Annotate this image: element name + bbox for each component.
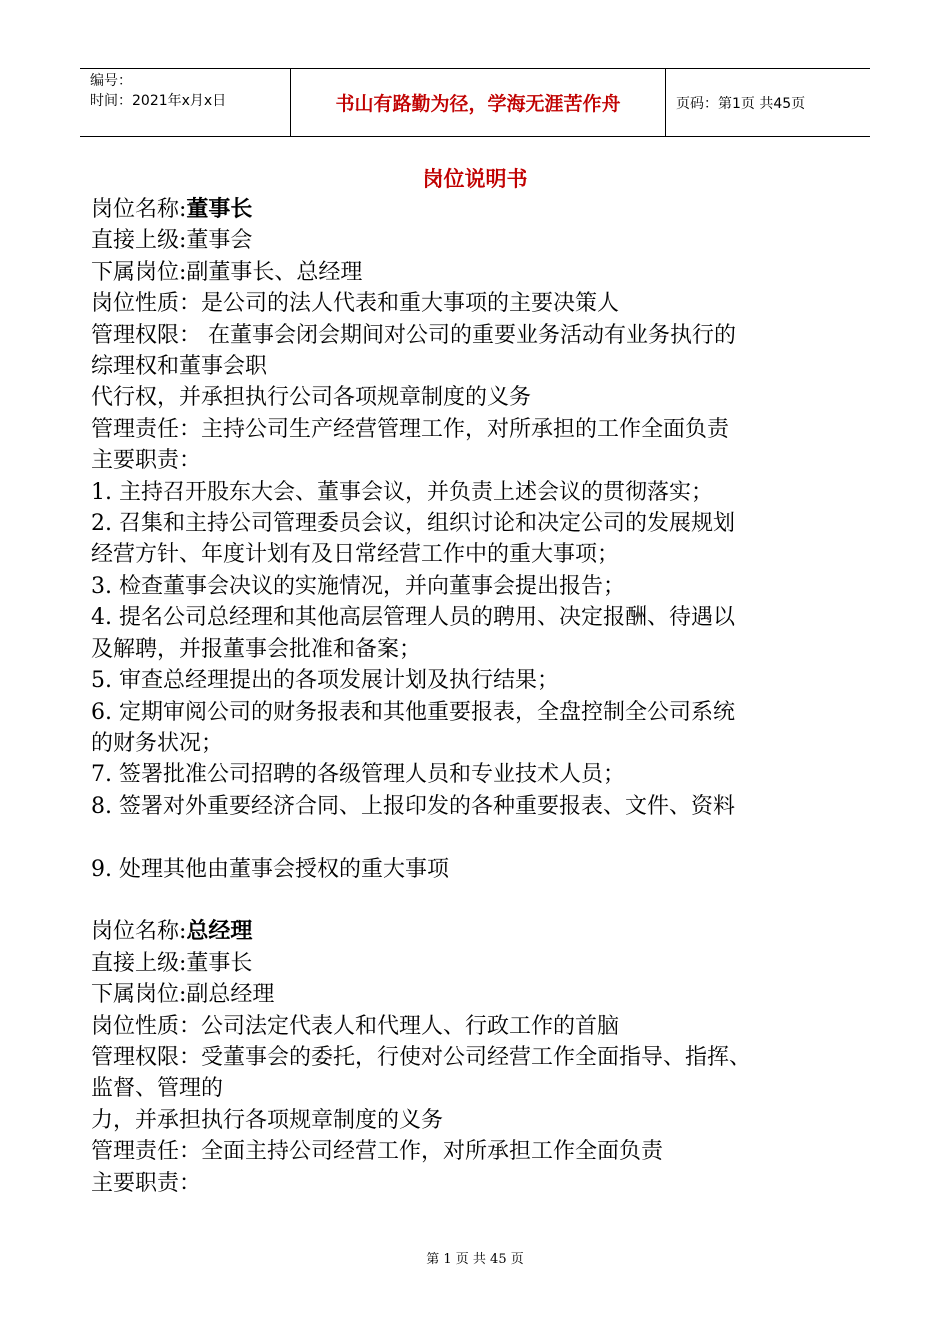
document-title: 岗位说明书 xyxy=(422,167,528,191)
body-text-line: 5. 审查总经理提出的各项发展计划及执行结果； xyxy=(91,668,559,694)
body-text-line: 及解聘，并报董事会批准和备案； xyxy=(91,636,422,662)
body-text-line: 经营方针、年度计划有及日常经营工作中的重大事项； xyxy=(91,542,620,568)
job-name-label: 岗位名称: xyxy=(91,919,187,945)
job-name-line xyxy=(91,194,866,225)
header-page-info: 页码：第1页 共45页 xyxy=(676,95,806,112)
body-text-line: 岗位性质：公司法定代表人和代理人、行政工作的首脑 xyxy=(91,1013,620,1039)
job-name-value: 董事长 xyxy=(186,197,253,222)
body-text-line: 代行权，并承担执行公司各项规章制度的义务 xyxy=(91,385,532,411)
page-footer: 第 1 页 共 45 页 xyxy=(426,1252,524,1267)
body-text-line: 监督、管理的 xyxy=(91,1076,224,1102)
body-text-line: 主要职责： xyxy=(91,1170,202,1196)
number-label: 编号： xyxy=(90,73,132,89)
page-header xyxy=(80,68,870,137)
blank-line xyxy=(91,822,866,853)
body-text-line: 管理责任：全面主持公司经营工作，对所承担工作全面负责 xyxy=(91,1139,664,1165)
job-name-value: 总经理 xyxy=(186,919,253,945)
body-text-line: 直接上级:董事长 xyxy=(91,950,253,976)
body-text-line: 综理权和董事会职 xyxy=(91,354,268,380)
header-motto: 书山有路勤为径，学海无涯苦作舟 xyxy=(291,69,666,136)
body-text-line: 9. 处理其他由董事会授权的重大事项 xyxy=(91,856,449,882)
job-name-line xyxy=(91,916,866,947)
body-text-line: 3. 检查董事会决议的实施情况，并向董事会提出报告； xyxy=(91,573,625,599)
body-text-line: 岗位性质：是公司的法人代表和重大事项的主要决策人 xyxy=(91,291,620,317)
body-text-line: 管理权限： 在董事会闭会期间对公司的重要业务活动有业务执行的 xyxy=(91,322,736,348)
body-text-line: 下属岗位:副董事长、总经理 xyxy=(91,259,363,285)
document-body xyxy=(91,194,866,1199)
body-text-line: 2. 召集和主持公司管理委员会议，组织讨论和决定公司的发展规划 xyxy=(91,511,735,537)
time-label: 时间：2021年x月x日 xyxy=(90,93,227,109)
body-text-line: 管理权限：受董事会的委托，行使对公司经营工作全面指导、指挥、 xyxy=(91,1044,752,1070)
job-name-label: 岗位名称: xyxy=(91,197,187,222)
body-text-line: 1. 主持召开股东大会、董事会议，并负责上述会议的贯彻落实； xyxy=(91,479,713,505)
body-text-line: 6. 定期审阅公司的财务报表和其他重要报表，全盘控制全公司系统 xyxy=(91,699,735,725)
body-text-line: 主要职责： xyxy=(91,448,202,474)
body-text-line: 4. 提名公司总经理和其他高层管理人员的聘用、决定报酬、待遇以 xyxy=(91,605,735,631)
header-meta xyxy=(80,69,291,136)
body-text-line: 8. 签署对外重要经济合同、上报印发的各种重要报表、文件、资料 xyxy=(91,793,735,819)
body-text-line: 下属岗位:副总经理 xyxy=(91,982,275,1008)
body-text-line: 直接上级:董事会 xyxy=(91,228,253,254)
body-text-line: 7. 签署批准公司招聘的各级管理人员和专业技术人员； xyxy=(91,762,625,788)
body-text-line: 力，并承担执行各项规章制度的义务 xyxy=(91,1107,444,1133)
body-text-line: 管理责任：主持公司生产经营管理工作，对所承担的工作全面负责 xyxy=(91,416,730,442)
blank-line xyxy=(91,885,866,916)
body-text-line: 的财务状况； xyxy=(91,730,224,756)
